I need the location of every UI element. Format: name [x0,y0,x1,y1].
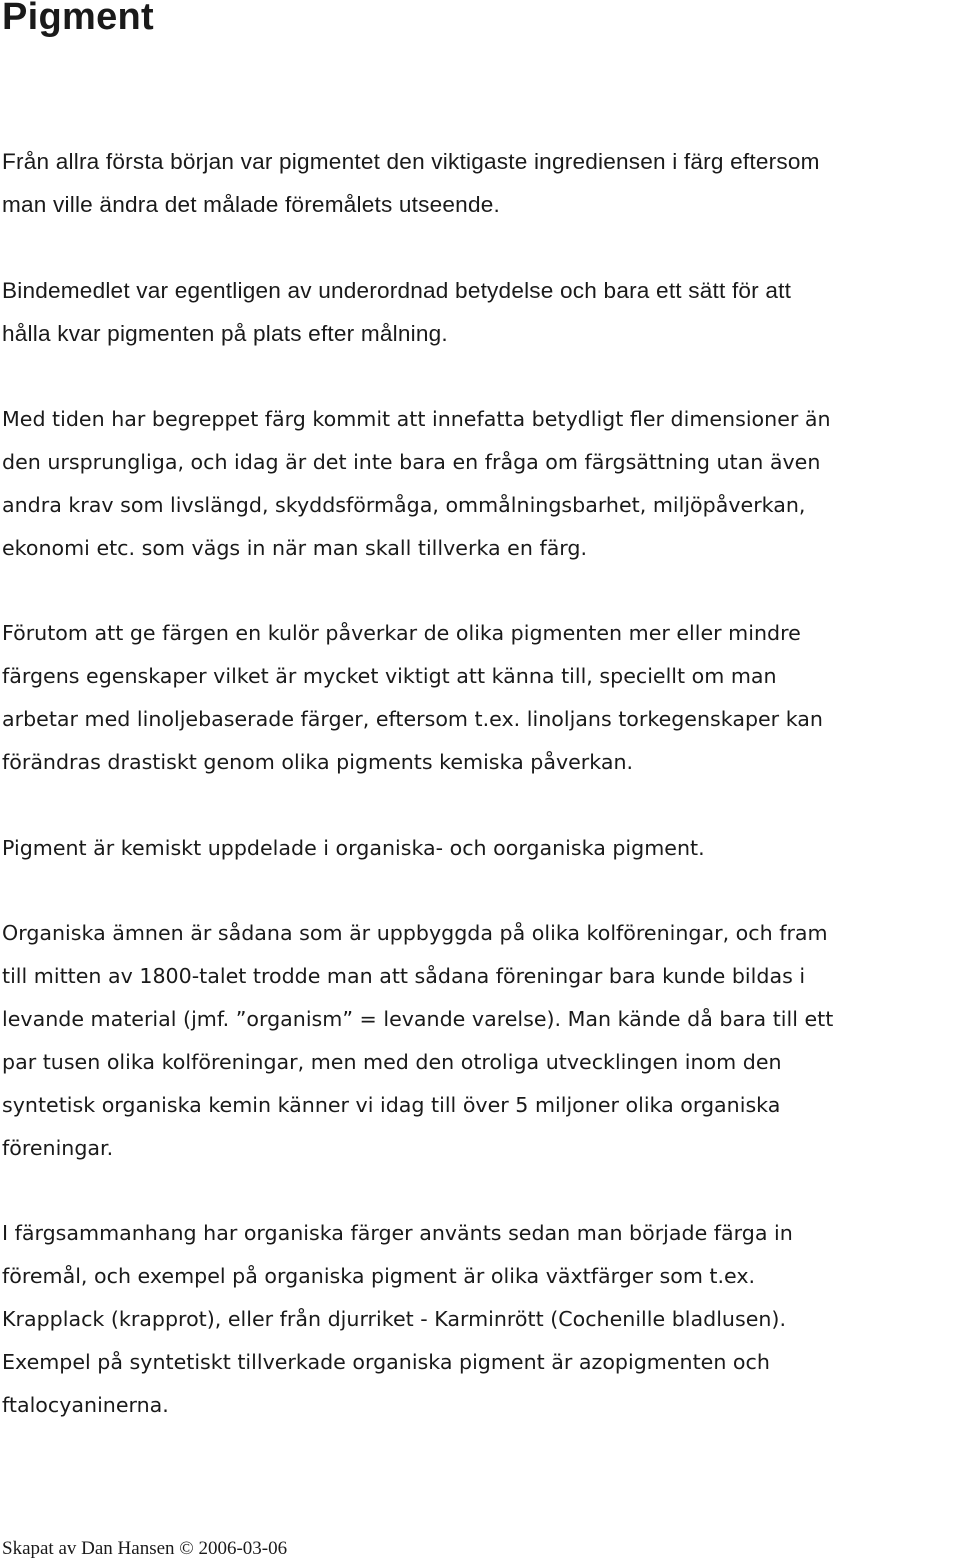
paragraph-line: andra krav som livslängd, skyddsförmåga, ommålningsbarhet, miljöpåverkan, [2,493,806,517]
paragraph-line: levande material (jmf. ”organism” = levande varelse). Man kände då bara till ett [2,1007,834,1031]
paragraph-line: förändras drastiskt genom olika pigments kemiska påverkan. [2,750,634,774]
paragraph-line: föremål, och exempel på organiska pigment är olika växtfärger som t.ex. [2,1264,756,1288]
paragraph-5 [2,827,958,870]
paragraph-7 [2,1212,958,1427]
paragraph-4 [2,612,958,784]
paragraph-line: ekonomi etc. som vägs in när man skall tillverka en färg. [2,536,588,560]
paragraph-1 [2,140,958,226]
paragraph-line: man ville ändra det målade föremålets utseende. [2,192,500,217]
paragraph-2 [2,269,958,355]
paragraph-line: Exempel på syntetiskt tillverkade organiska pigment är azopigmenten och [2,1350,770,1374]
paragraph-line: I färgsammanhang har organiska färger använts sedan man började färga in [2,1221,793,1245]
paragraph-3 [2,398,958,570]
paragraph-line: den ursprungliga, och idag är det inte bara en fråga om färgsättning utan även [2,450,821,474]
page-footer: Skapat av Dan Hansen © 2006-03-06 [2,1538,288,1559]
paragraph-line: syntetisk organiska kemin känner vi idag till över 5 miljoner olika organiska [2,1093,781,1117]
paragraph-line: till mitten av 1800-talet trodde man att sådana föreningar bara kunde bildas i [2,964,806,988]
paragraph-line: Med tiden har begreppet färg kommit att innefatta betydligt fler dimensioner än [2,407,831,431]
paragraph-line: hålla kvar pigmenten på plats efter målning. [2,321,448,346]
page-title: Pigment [2,0,155,38]
paragraph-6 [2,912,958,1170]
paragraph-line: Organiska ämnen är sådana som är uppbyggda på olika kolföreningar, och fram [2,921,828,945]
paragraph-line: ftalocyaninerna. [2,1393,169,1417]
paragraph-line: arbetar med linoljebaserade färger, eftersom t.ex. linoljans torkegenskaper kan [2,707,823,731]
paragraph-line: Pigment är kemiskt uppdelade i organiska- och oorganiska pigment. [2,836,705,860]
paragraph-line: Från allra första början var pigmentet den viktigaste ingrediensen i färg eftersom [2,149,820,174]
paragraph-line: Krapplack (krapprot), eller från djurriket - Karminrött (Cochenille bladlusen). [2,1307,786,1331]
paragraph-line: färgens egenskaper vilket är mycket viktigt att känna till, speciellt om man [2,664,777,688]
paragraph-line: föreningar. [2,1136,114,1160]
paragraph-line: Bindemedlet var egentligen av underordnad betydelse och bara ett sätt för att [2,278,792,303]
paragraph-line: par tusen olika kolföreningar, men med den otroliga utvecklingen inom den [2,1050,782,1074]
paragraph-line: Förutom att ge färgen en kulör påverkar de olika pigmenten mer eller mindre [2,621,801,645]
